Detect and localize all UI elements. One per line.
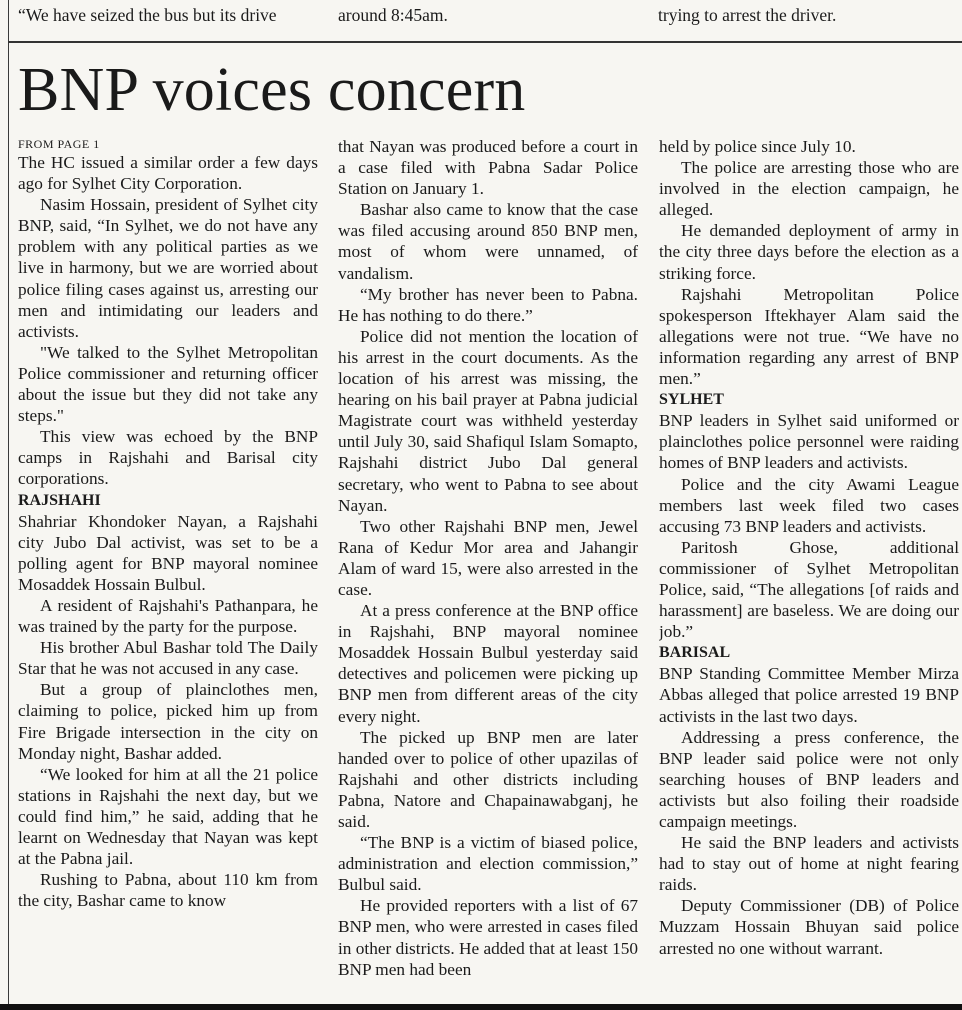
paragraph: This view was echoed by the BNP camps in Rajshahi and Barisal city corporations. [18, 427, 318, 489]
article-column-1 [18, 136, 318, 1002]
previous-article-continuation [18, 0, 962, 30]
paragraph: BNP Standing Committee Member Mirza Abbas alleged that police arrested 19 BNP activists in the last two days. [659, 664, 959, 726]
paragraph: Paritosh Ghose, additional commissioner of Sylhet Metropolitan Police, said, “The allegations [of raids and harassment] are baseless. We are doing our job.” [659, 537, 959, 642]
kicker-from-page: FROM PAGE 1 [18, 137, 100, 151]
paragraph: His brother Abul Bashar told The Daily Star that he was not accused in any case. [18, 638, 318, 679]
top-strip-text-col2: around 8:45am. [338, 5, 448, 25]
paragraph: But a group of plainclothes men, claiming to police, picked him up from Fire Brigade intersection in the city on Monday night, Bashar added. [18, 680, 318, 763]
subhead-rajshahi: RAJSHAHI [18, 491, 101, 509]
subhead-barisal: BARISAL [659, 644, 731, 662]
paragraph: Shahriar Khondoker Nayan, a Rajshahi city Jubo Dal activist, was set to be a polling agent for BNP mayoral nominee Mosaddek Hossain Bulbul. [18, 511, 318, 594]
paragraph: “The BNP is a victim of biased police, administration and election commission,” Bulbul said. [338, 833, 638, 895]
top-strip-text-col3: trying to arrest the driver. [658, 5, 837, 25]
article-column-3 [659, 136, 959, 1002]
paragraph: Rajshahi Metropolitan Police spokesperson Iftekhayer Alam said the allegations were not true. “We have no information regarding any arrest of BNP men.” [659, 284, 959, 389]
paragraph: The picked up BNP men are later handed over to police of other upazilas of Rajshahi and other districts including Pabna, Natore and Chapainawabganj, he said. [338, 727, 638, 831]
paragraph: Two other Rajshahi BNP men, Jewel Rana of Kedur Mor area and Jahangir Alam of ward 15, were also arrested in the case. [338, 516, 638, 599]
article-body [18, 136, 960, 1002]
paragraph: Nasim Hossain, president of Sylhet city BNP, said, “In Sylhet, we do not have any problem with any political parties as we live in harmony, but we are worried about police filing cases against us, arresting our men and intimidating our leaders and activists. [18, 195, 318, 341]
paragraph: Rushing to Pabna, about 110 km from the city, Bashar came to know [18, 870, 318, 911]
paragraph: BNP leaders in Sylhet said uniformed or plainclothes police personnel were raiding homes of BNP leaders and activists. [659, 411, 959, 473]
paragraph: Bashar also came to know that the case was filed accusing around 850 BNP men, most of whom were unnamed, of vandalism. [338, 200, 638, 283]
paragraph: He demanded deployment of army in the city three days before the election as a striking force. [659, 221, 959, 283]
paragraph: held by police since July 10. [659, 137, 856, 156]
top-strip-text-col1: “We have seized the bus but its drive [18, 5, 277, 25]
paragraph: "We talked to the Sylhet Metropolitan Police commissioner and returning officer about the issue but they did not take any steps." [18, 342, 318, 426]
paragraph: that Nayan was produced before a court in a case filed with Pabna Sadar Police Station on January 1. [338, 137, 638, 199]
headline: BNP voices concern [18, 56, 526, 124]
paragraph: A resident of Rajshahi's Pathanpara, he was trained by the party for the purpose. [18, 595, 318, 637]
paragraph: “My brother has never been to Pabna. He has nothing to do there.” [338, 284, 638, 325]
paragraph: He said the BNP leaders and activists had to stay out of home at night fearing raids. [659, 833, 959, 895]
paragraph: “We looked for him at all the 21 police stations in Rajshahi the next day, but we could find him,” he said, adding that he learnt on Wednesday that Nayan was kept at the Pabna jail. [18, 764, 318, 869]
paragraph: He provided reporters with a list of 67 BNP men, who were arrested in cases filed in other districts. He added that at least 150 BNP men had been [338, 896, 638, 979]
article-column-2 [338, 136, 638, 1002]
paragraph: Addressing a press conference, the BNP leader said police were not only searching houses of BNP leaders and activists but also foiling their roadside campaign meetings. [659, 727, 959, 831]
paragraph: At a press conference at the BNP office in Rajshahi, BNP mayoral nominee Mosaddek Hossain Bulbul yesterday said detectives and policemen were picking up BNP men from different areas of the city every night. [338, 601, 638, 726]
section-divider [8, 41, 962, 43]
subhead-sylhet: SYLHET [659, 391, 724, 409]
paragraph: Police and the city Awami League members last week filed two cases accusing 73 BNP leaders and activists. [659, 474, 959, 536]
bottom-border [0, 1004, 962, 1010]
left-column-rule [8, 0, 9, 1004]
paragraph: The police are arresting those who are involved in the election campaign, he alleged. [659, 158, 959, 220]
paragraph: Police did not mention the location of his arrest in the court documents. As the location of his arrest was missing, the hearing on his bail prayer at Pabna judicial Magistrate court was withheld yesterday until July 30, said Shafiqul Islam Somapto, Rajshahi district Jubo Dal general secretary, who went to Pabna to see about Nayan. [338, 326, 638, 515]
paragraph: Deputy Commissioner (DB) of Police Muzzam Hossain Bhuyan said police arrested no one without warrant. [659, 896, 959, 958]
paragraph: The HC issued a similar order a few days ago for Sylhet City Corporation. [18, 153, 318, 194]
